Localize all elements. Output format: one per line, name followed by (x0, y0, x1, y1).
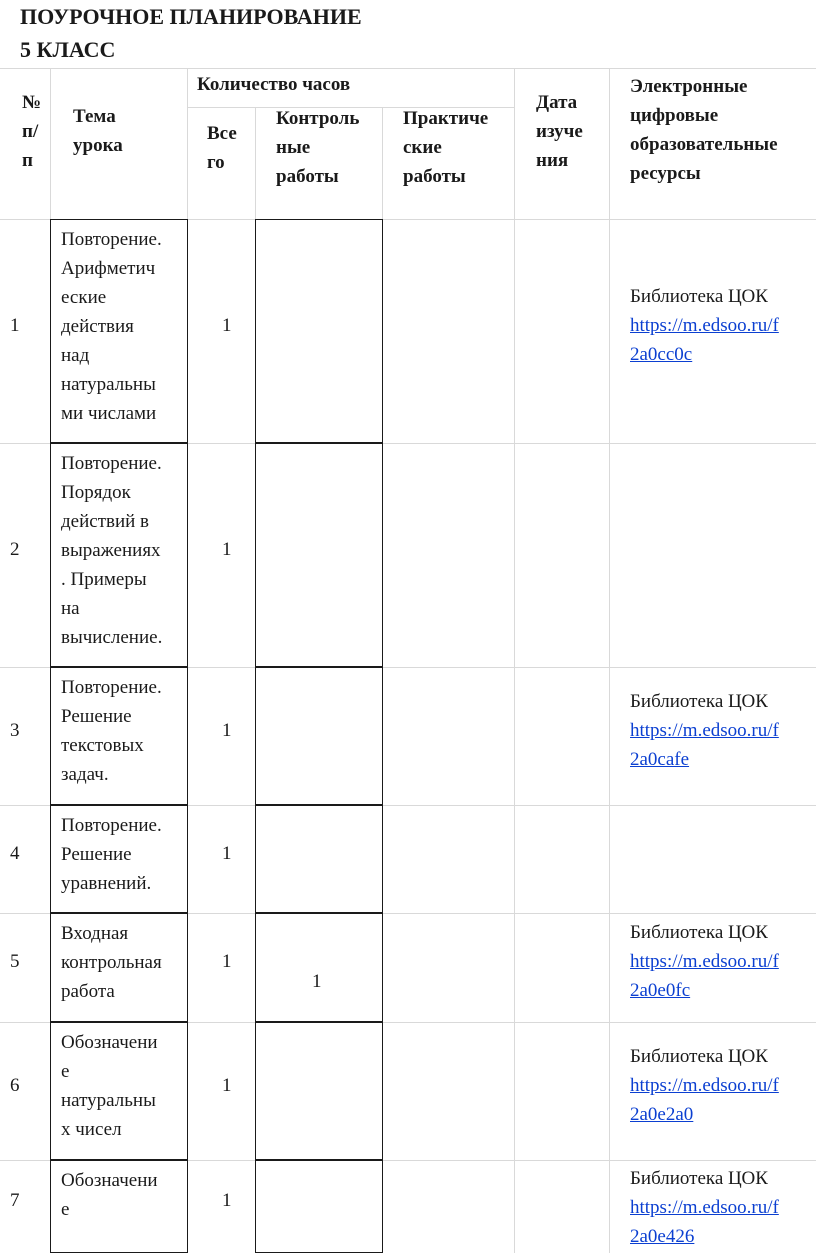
topic-cell-border (50, 443, 51, 667)
topic-cell-border (50, 219, 187, 220)
control-cell-border (255, 443, 256, 667)
control-cell-border (382, 219, 383, 443)
control-cell-border (382, 443, 383, 667)
header-topic-line: Тема (73, 106, 116, 127)
class-subtitle: 5 КЛАСС (20, 37, 116, 62)
header-date-line: ния (536, 150, 569, 171)
header-date-line: изуче (536, 121, 583, 142)
header-total-line: го (207, 152, 225, 173)
header-hours-group: Количество часов (197, 74, 351, 95)
header-control-line: Контроль (276, 108, 360, 129)
header-total-line: Все (207, 123, 237, 144)
topic-cell-border (187, 805, 188, 913)
row-topic-line: вычисление. (61, 627, 163, 648)
header-date-line: Дата (536, 92, 578, 113)
resource-link[interactable]: 2a0e426 (630, 1226, 695, 1247)
row-total-hours: 1 (222, 1074, 232, 1096)
resource-link[interactable]: 2a0e0fc (630, 980, 691, 1001)
row-number: 1 (10, 314, 20, 336)
row-topic-line: Повторение. (61, 453, 162, 474)
control-cell-border (382, 1160, 383, 1253)
topic-cell-border (187, 443, 188, 667)
control-cell-border (255, 219, 382, 220)
topic-cell-border (50, 667, 51, 805)
subcolumn-separator (255, 107, 256, 219)
resource-link[interactable]: 2a0cc0c (630, 343, 693, 365)
topic-cell-border (187, 1022, 188, 1160)
row-topic-line: Решение (61, 706, 132, 727)
header-resources-line: Электронные (630, 76, 748, 97)
row-topic-line: над (61, 345, 90, 366)
row-number: 3 (10, 719, 20, 741)
row-topic-line: Обозначени (61, 1170, 158, 1191)
row-topic-line: уравнений. (61, 873, 152, 894)
row-total-hours: 1 (222, 314, 232, 336)
header-control-line: работы (276, 166, 339, 187)
row-number: 5 (10, 951, 20, 972)
topic-cell-border (50, 1160, 187, 1161)
topic-cell-border (50, 1022, 187, 1023)
row-topic-line: Повторение. (61, 677, 162, 698)
topic-cell-border (50, 1022, 51, 1160)
topic-cell-border (187, 219, 188, 443)
control-cell-border (255, 443, 382, 444)
header-resources-line: образовательные (630, 134, 778, 155)
topic-cell-border (50, 667, 187, 668)
row-total-hours: 1 (222, 842, 232, 864)
resource-link[interactable]: 2a0cafe (630, 748, 690, 770)
subcolumn-separator (382, 107, 383, 219)
row-topic-line: . Примеры (61, 569, 147, 590)
control-cell-border (255, 913, 382, 914)
topic-cell-border (187, 1160, 188, 1253)
resource-link[interactable]: https://m.edsoo.ru/f (630, 314, 779, 336)
row-topic-line: контрольная (61, 952, 162, 973)
control-cell-border (255, 667, 382, 668)
row-topic-line: натуральны (61, 374, 156, 395)
row-topic-line: на (61, 598, 80, 619)
row-topic-line: Решение (61, 844, 132, 865)
row-topic-line: текстовых (61, 735, 144, 756)
header-num-line: п/ (22, 121, 39, 142)
row-topic-line: работа (61, 981, 115, 1002)
header-practical-line: ские (403, 137, 442, 158)
row-topic-line: Входная (61, 923, 129, 944)
row-topic-line: Арифметич (61, 258, 156, 279)
row-topic-line: х чисел (61, 1119, 122, 1140)
control-cell-border (255, 1160, 382, 1161)
header-practical-line: работы (403, 166, 466, 187)
resource-label: Библиотека ЦОК (630, 690, 768, 712)
row-total-hours: 1 (222, 719, 232, 741)
row-topic-line: Повторение. (61, 229, 162, 250)
row-topic-line: е (61, 1061, 70, 1082)
row-total-hours: 1 (222, 1190, 232, 1211)
row-control-hours: 1 (312, 971, 322, 992)
topic-cell-border (50, 913, 51, 1022)
column-separator (514, 68, 515, 1253)
control-cell-border (255, 805, 382, 806)
row-topic-line: задач. (61, 764, 109, 785)
page-title: ПОУРОЧНОЕ ПЛАНИРОВАНИЕ (20, 4, 362, 29)
control-cell-border (255, 1022, 382, 1023)
topic-cell-border (50, 1160, 51, 1253)
header-control-line: ные (276, 137, 311, 158)
row-total-hours: 1 (222, 951, 232, 972)
control-cell-border (382, 913, 383, 1022)
control-cell-border (255, 913, 256, 1022)
control-cell-border (255, 1160, 256, 1253)
topic-cell-border (187, 913, 188, 1022)
table-top-border (0, 68, 816, 69)
topic-cell-border (50, 805, 187, 806)
row-number: 4 (10, 842, 20, 864)
resource-link[interactable]: 2a0e2a0 (630, 1103, 694, 1125)
row-topic-line: действий в (61, 511, 150, 532)
header-practical-line: Практиче (403, 108, 489, 129)
header-num-line: № (22, 92, 42, 113)
row-topic-line: ми числами (61, 403, 157, 424)
topic-cell-border (50, 913, 187, 914)
row-topic-line: еские (61, 287, 107, 308)
row-topic-line: выражениях (61, 540, 161, 561)
row-topic-line: е (61, 1199, 70, 1220)
header-topic-line: урока (73, 135, 123, 156)
column-separator (609, 68, 610, 1253)
resource-link[interactable]: https://m.edsoo.ru/f (630, 719, 779, 741)
control-cell-border (255, 1022, 256, 1160)
resource-label: Библиотека ЦОК (630, 1168, 768, 1189)
row-topic-line: натуральны (61, 1090, 156, 1111)
topic-cell-border (187, 667, 188, 805)
topic-cell-border (50, 219, 51, 443)
resource-link[interactable]: https://m.edsoo.ru/f (630, 1074, 779, 1096)
row-topic-line: Обозначени (61, 1032, 158, 1053)
row-number: 7 (10, 1190, 20, 1211)
control-cell-border (255, 805, 256, 913)
header-num-line: п (22, 150, 33, 171)
control-cell-border (382, 1022, 383, 1160)
control-cell-border (255, 219, 256, 443)
topic-cell-border (50, 805, 51, 913)
row-topic-line: действия (61, 316, 134, 337)
row-topic-line: Повторение. (61, 815, 162, 836)
resource-link[interactable]: https://m.edsoo.ru/f (630, 1197, 779, 1218)
row-topic-line: Порядок (61, 482, 131, 503)
row-total-hours: 1 (222, 538, 232, 560)
control-cell-border (382, 667, 383, 805)
resource-label: Библиотека ЦОК (630, 285, 768, 307)
header-resources-line: ресурсы (630, 163, 701, 184)
row-number: 2 (10, 538, 20, 560)
resource-label: Библиотека ЦОК (630, 922, 768, 943)
control-cell-border (255, 667, 256, 805)
resource-label: Библиотека ЦОК (630, 1045, 768, 1067)
header-resources-line: цифровые (630, 105, 719, 126)
control-cell-border (382, 805, 383, 913)
topic-cell-border (50, 443, 187, 444)
resource-link[interactable]: https://m.edsoo.ru/f (630, 951, 779, 972)
row-number: 6 (10, 1074, 20, 1096)
